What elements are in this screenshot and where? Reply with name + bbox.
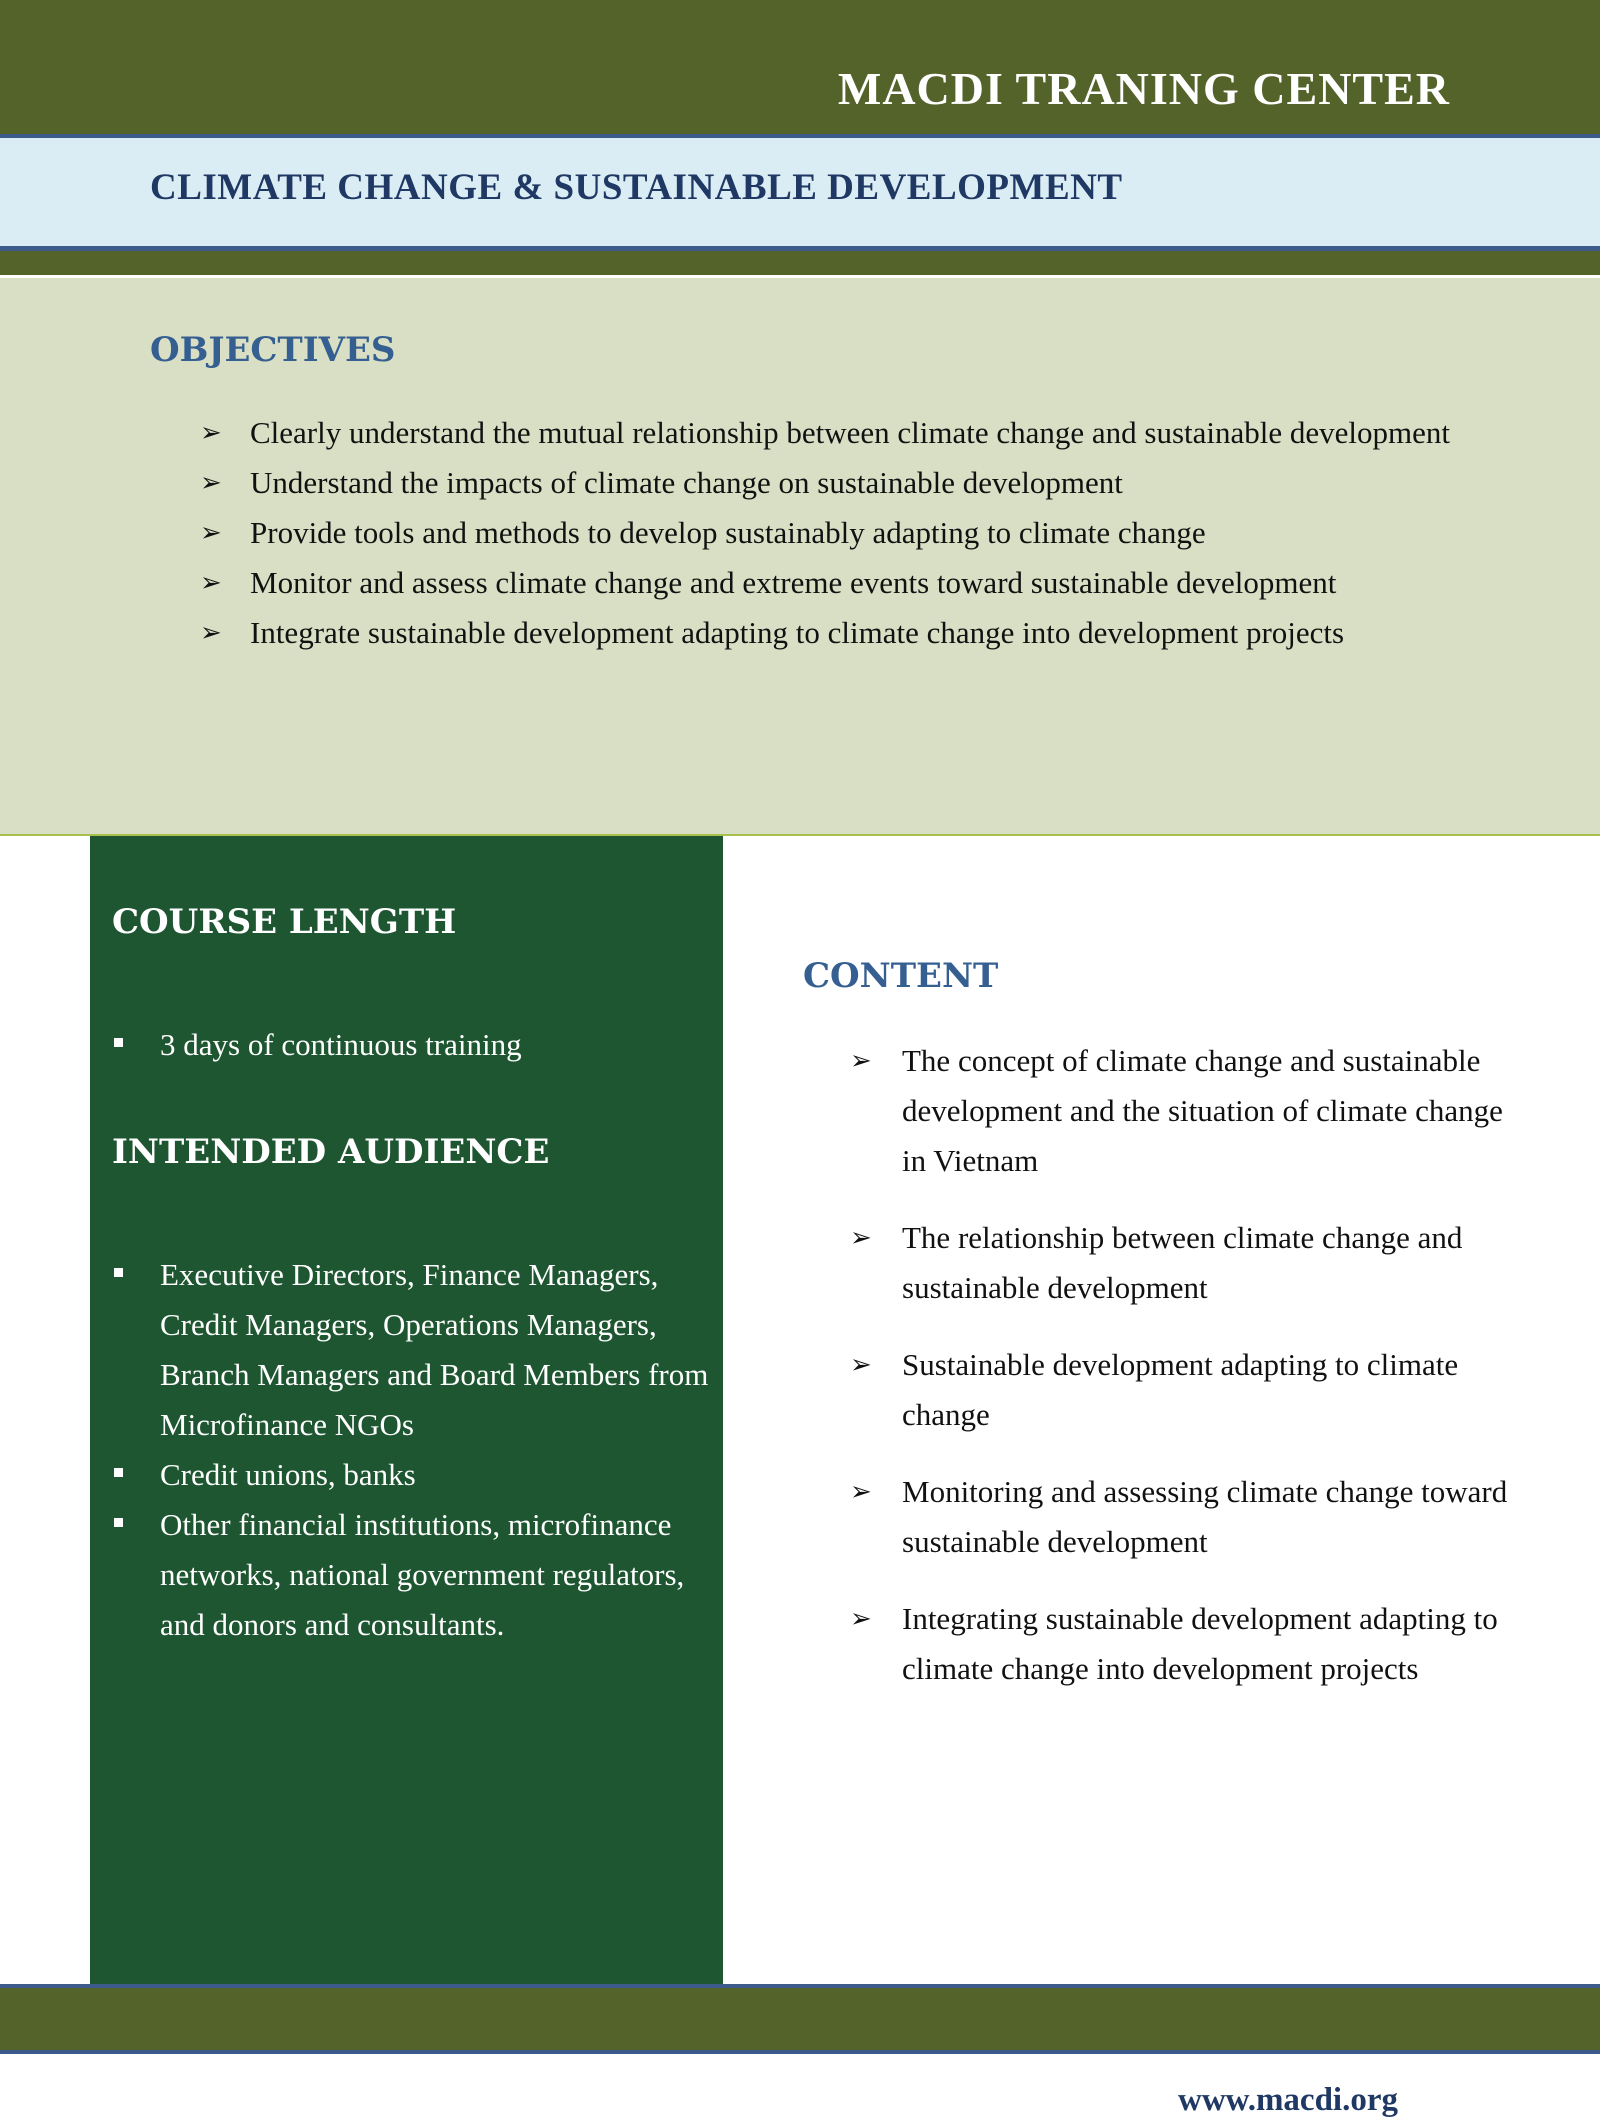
arrowhead-bullet-icon: ➢ xyxy=(200,418,222,448)
arrowhead-bullet-icon: ➢ xyxy=(850,1223,872,1253)
list-item: ➢ Monitor and assess climate change and extreme events toward sustainable development xyxy=(200,558,1450,608)
list-item: ➢ Clearly understand the mutual relationship between climate change and sustainable development xyxy=(200,408,1450,458)
divider-line xyxy=(0,2050,1600,2054)
objectives-list xyxy=(200,408,1450,658)
list-item: Executive Directors, Finance Managers, Credit Managers, Operations Managers, Branch Managers and Board Members from Microfinance NGOs xyxy=(112,1250,712,1450)
content-heading: CONTENT xyxy=(803,956,999,996)
course-length-list xyxy=(112,1020,712,1070)
list-item: 3 days of continuous training xyxy=(112,1020,712,1070)
list-item: ➢ Integrating sustainable development adapting to climate change into development projects xyxy=(850,1594,1520,1694)
arrowhead-bullet-icon: ➢ xyxy=(200,468,222,498)
list-item: ➢ The relationship between climate change and sustainable development xyxy=(850,1213,1520,1313)
arrowhead-bullet-icon: ➢ xyxy=(200,518,222,548)
course-title: CLIMATE CHANGE & SUSTAINABLE DEVELOPMENT xyxy=(150,167,1123,208)
arrowhead-bullet-icon: ➢ xyxy=(200,568,222,598)
objectives-heading: OBJECTIVES xyxy=(150,330,396,370)
list-item: Credit unions, banks xyxy=(112,1450,712,1500)
arrowhead-bullet-icon: ➢ xyxy=(850,1046,872,1076)
arrowhead-bullet-icon: ➢ xyxy=(200,618,222,648)
arrowhead-bullet-icon: ➢ xyxy=(850,1604,872,1634)
website-link[interactable]: www.macdi.org xyxy=(1178,2082,1398,2118)
list-item: ➢ Monitoring and assessing climate change toward sustainable development xyxy=(850,1467,1520,1567)
list-item: ➢ Sustainable development adapting to climate change xyxy=(850,1340,1520,1440)
arrowhead-bullet-icon: ➢ xyxy=(850,1350,872,1380)
content-list xyxy=(850,1036,1520,1721)
arrowhead-bullet-icon: ➢ xyxy=(850,1477,872,1507)
list-item: ➢ Provide tools and methods to develop sustainably adapting to climate change xyxy=(200,508,1450,558)
intended-audience-heading: INTENDED AUDIENCE xyxy=(112,1132,550,1172)
square-bullet-icon xyxy=(114,1268,123,1277)
org-title: MACDI TRANING CENTER xyxy=(837,63,1450,114)
course-length-heading: COURSE LENGTH xyxy=(112,902,457,942)
list-item: ➢ Integrate sustainable development adapting to climate change into development projects xyxy=(200,608,1450,658)
accent-band xyxy=(0,251,1600,275)
square-bullet-icon xyxy=(114,1518,123,1527)
list-item: Other financial institutions, microfinance networks, national government regulators, and donors and consultants. xyxy=(112,1500,712,1650)
audience-list xyxy=(112,1250,712,1650)
square-bullet-icon xyxy=(114,1468,123,1477)
square-bullet-icon xyxy=(114,1038,123,1047)
list-item: ➢ The concept of climate change and sustainable development and the situation of climate change in Vietnam xyxy=(850,1036,1520,1186)
list-item: ➢ Understand the impacts of climate change on sustainable development xyxy=(200,458,1450,508)
footer-band xyxy=(0,1988,1600,2050)
